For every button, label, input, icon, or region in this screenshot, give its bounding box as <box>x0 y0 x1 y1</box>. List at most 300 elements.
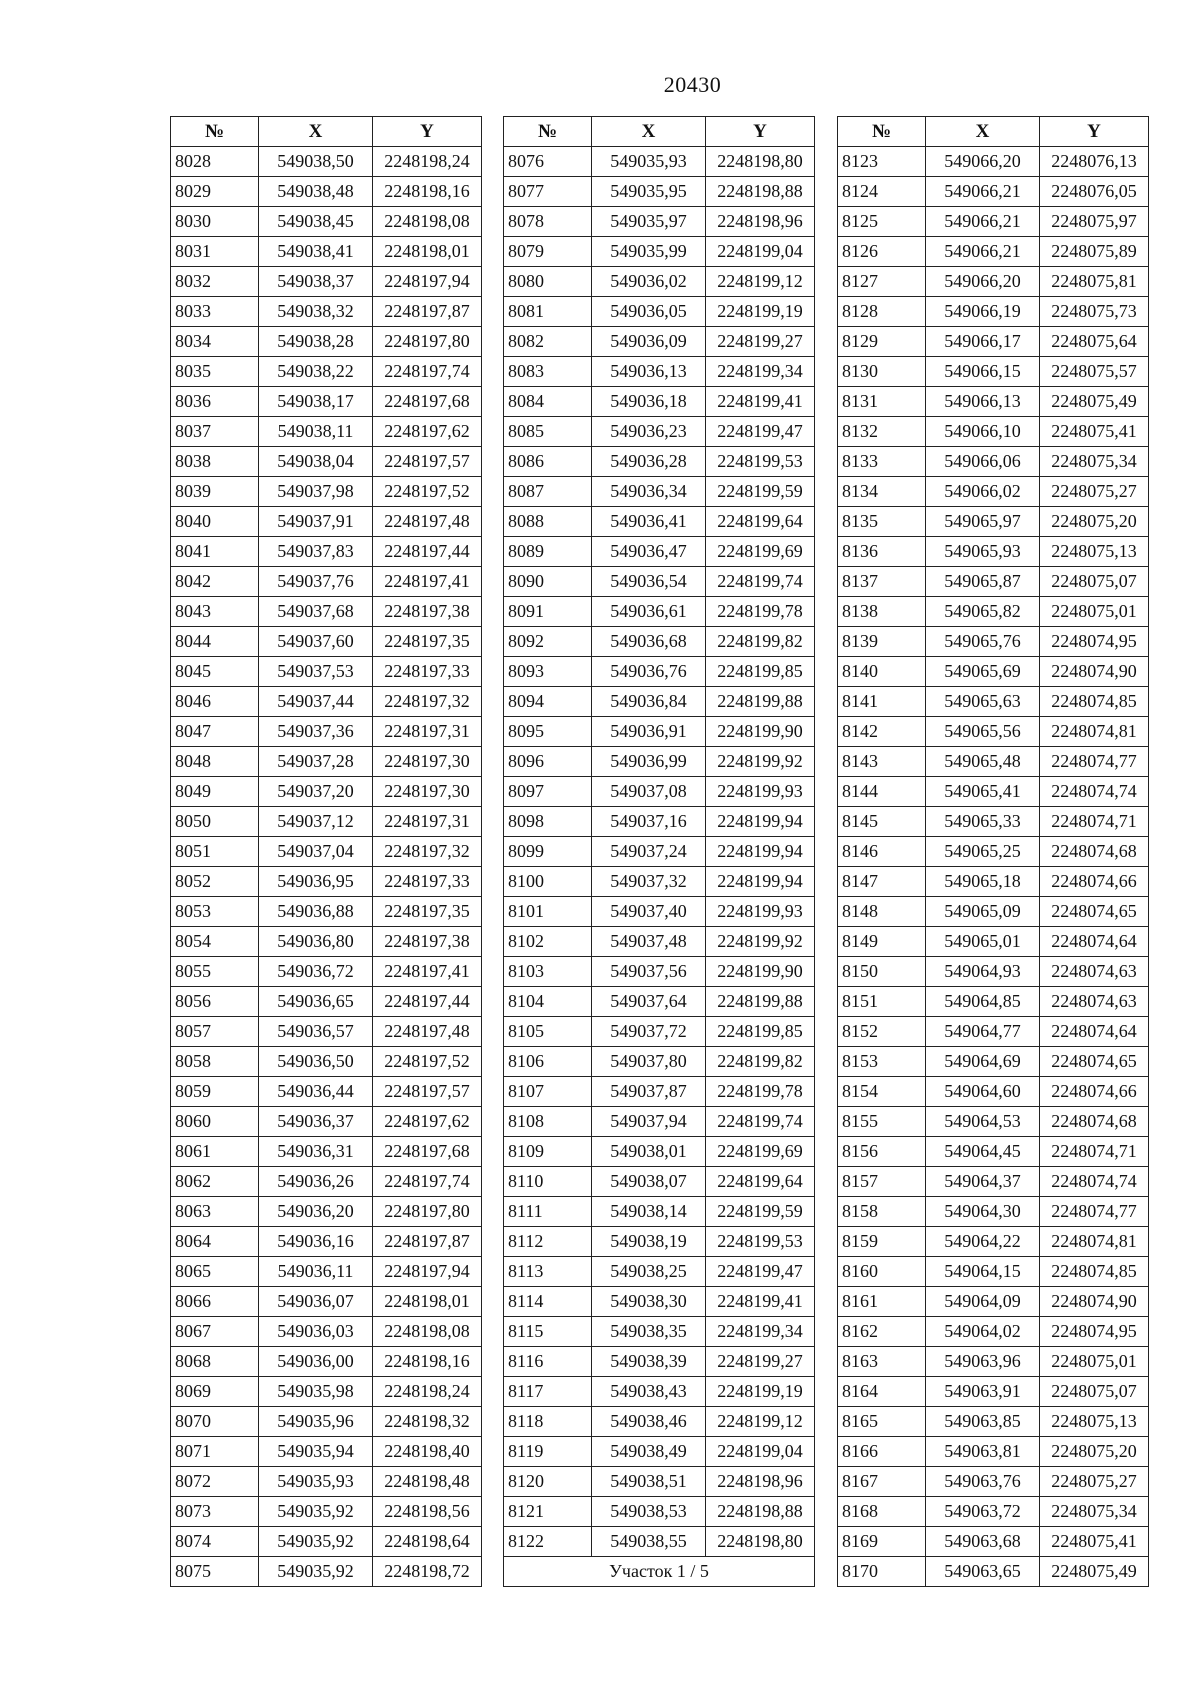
table-row <box>838 657 1149 687</box>
point-number-cell: 8052 <box>171 867 259 897</box>
table-row <box>504 777 815 807</box>
point-number-cell: 8092 <box>504 627 592 657</box>
y-coordinate-cell: 2248197,68 <box>373 1137 482 1167</box>
table-row <box>171 987 482 1017</box>
point-number-cell: 8110 <box>504 1167 592 1197</box>
table-row <box>504 297 815 327</box>
x-coordinate-cell: 549037,94 <box>592 1107 706 1137</box>
table-row <box>504 1167 815 1197</box>
y-coordinate-cell: 2248198,16 <box>373 177 482 207</box>
y-coordinate-cell: 2248199,59 <box>706 477 815 507</box>
table-row <box>171 147 482 177</box>
point-number-cell: 8040 <box>171 507 259 537</box>
point-number-cell: 8126 <box>838 237 926 267</box>
y-coordinate-cell: 2248074,85 <box>1040 687 1149 717</box>
table-row <box>838 1497 1149 1527</box>
x-coordinate-cell: 549038,28 <box>259 327 373 357</box>
y-coordinate-cell: 2248198,80 <box>706 147 815 177</box>
y-coordinate-cell: 2248074,77 <box>1040 1197 1149 1227</box>
point-number-cell: 8098 <box>504 807 592 837</box>
point-number-cell: 8085 <box>504 417 592 447</box>
point-number-cell: 8053 <box>171 897 259 927</box>
table-row <box>171 867 482 897</box>
y-coordinate-cell: 2248198,24 <box>373 1377 482 1407</box>
table-row <box>171 807 482 837</box>
y-coordinate-cell: 2248074,71 <box>1040 807 1149 837</box>
x-coordinate-cell: 549064,69 <box>926 1047 1040 1077</box>
x-coordinate-cell: 549063,96 <box>926 1347 1040 1377</box>
table-row <box>504 537 815 567</box>
table-row <box>838 507 1149 537</box>
table-row <box>838 627 1149 657</box>
point-number-cell: 8058 <box>171 1047 259 1077</box>
table-row <box>838 1437 1149 1467</box>
point-number-cell: 8047 <box>171 717 259 747</box>
y-coordinate-cell: 2248199,82 <box>706 627 815 657</box>
table-row <box>504 1347 815 1377</box>
x-coordinate-cell: 549038,32 <box>259 297 373 327</box>
point-number-cell: 8130 <box>838 357 926 387</box>
point-number-cell: 8031 <box>171 237 259 267</box>
x-coordinate-cell: 549064,15 <box>926 1257 1040 1287</box>
point-number-cell: 8035 <box>171 357 259 387</box>
header-number: № <box>838 117 926 147</box>
point-number-cell: 8164 <box>838 1377 926 1407</box>
x-coordinate-cell: 549066,17 <box>926 327 1040 357</box>
y-coordinate-cell: 2248197,32 <box>373 837 482 867</box>
table-row <box>504 1377 815 1407</box>
y-coordinate-cell: 2248199,94 <box>706 837 815 867</box>
x-coordinate-cell: 549066,20 <box>926 147 1040 177</box>
point-number-cell: 8108 <box>504 1107 592 1137</box>
y-coordinate-cell: 2248197,44 <box>373 537 482 567</box>
x-coordinate-cell: 549065,97 <box>926 507 1040 537</box>
y-coordinate-cell: 2248075,27 <box>1040 477 1149 507</box>
x-coordinate-cell: 549037,91 <box>259 507 373 537</box>
point-number-cell: 8170 <box>838 1557 926 1587</box>
point-number-cell: 8109 <box>504 1137 592 1167</box>
table-row <box>171 1167 482 1197</box>
y-coordinate-cell: 2248197,30 <box>373 777 482 807</box>
point-number-cell: 8055 <box>171 957 259 987</box>
y-coordinate-cell: 2248075,64 <box>1040 327 1149 357</box>
point-number-cell: 8116 <box>504 1347 592 1377</box>
y-coordinate-cell: 2248199,53 <box>706 447 815 477</box>
point-number-cell: 8156 <box>838 1137 926 1167</box>
x-coordinate-cell: 549066,02 <box>926 477 1040 507</box>
x-coordinate-cell: 549036,47 <box>592 537 706 567</box>
x-coordinate-cell: 549036,11 <box>259 1257 373 1287</box>
point-number-cell: 8107 <box>504 1077 592 1107</box>
table-row <box>171 387 482 417</box>
table-row <box>171 1467 482 1497</box>
point-number-cell: 8067 <box>171 1317 259 1347</box>
table-row <box>838 1227 1149 1257</box>
x-coordinate-cell: 549035,92 <box>259 1557 373 1587</box>
table-row <box>171 1287 482 1317</box>
table-row <box>504 1287 815 1317</box>
point-number-cell: 8087 <box>504 477 592 507</box>
x-coordinate-cell: 549038,46 <box>592 1407 706 1437</box>
point-number-cell: 8060 <box>171 1107 259 1137</box>
table-row <box>838 867 1149 897</box>
point-number-cell: 8050 <box>171 807 259 837</box>
header-number: № <box>171 117 259 147</box>
table-row <box>838 1257 1149 1287</box>
y-coordinate-cell: 2248199,12 <box>706 1407 815 1437</box>
table-row <box>838 207 1149 237</box>
x-coordinate-cell: 549036,84 <box>592 687 706 717</box>
y-coordinate-cell: 2248197,31 <box>373 717 482 747</box>
x-coordinate-cell: 549037,72 <box>592 1017 706 1047</box>
table-row <box>504 1437 815 1467</box>
table-row <box>504 147 815 177</box>
table-row <box>838 177 1149 207</box>
point-number-cell: 8143 <box>838 747 926 777</box>
x-coordinate-cell: 549037,83 <box>259 537 373 567</box>
y-coordinate-cell: 2248198,16 <box>373 1347 482 1377</box>
y-coordinate-cell: 2248074,77 <box>1040 747 1149 777</box>
table-row <box>504 417 815 447</box>
table-row <box>504 897 815 927</box>
table-row <box>171 687 482 717</box>
point-number-cell: 8057 <box>171 1017 259 1047</box>
table-row <box>171 1347 482 1377</box>
x-coordinate-cell: 549036,91 <box>592 717 706 747</box>
table-row <box>504 357 815 387</box>
y-coordinate-cell: 2248197,87 <box>373 297 482 327</box>
y-coordinate-cell: 2248075,73 <box>1040 297 1149 327</box>
table-row <box>171 417 482 447</box>
point-number-cell: 8063 <box>171 1197 259 1227</box>
point-number-cell: 8068 <box>171 1347 259 1377</box>
y-coordinate-cell: 2248198,40 <box>373 1437 482 1467</box>
table-row <box>504 837 815 867</box>
x-coordinate-cell: 549064,85 <box>926 987 1040 1017</box>
point-number-cell: 8131 <box>838 387 926 417</box>
table-row <box>171 927 482 957</box>
point-number-cell: 8059 <box>171 1077 259 1107</box>
x-coordinate-cell: 549037,24 <box>592 837 706 867</box>
table-row <box>838 1407 1149 1437</box>
x-coordinate-cell: 549037,08 <box>592 777 706 807</box>
point-number-cell: 8111 <box>504 1197 592 1227</box>
y-coordinate-cell: 2248199,04 <box>706 1437 815 1467</box>
table-row <box>504 807 815 837</box>
x-coordinate-cell: 549036,95 <box>259 867 373 897</box>
x-coordinate-cell: 549036,68 <box>592 627 706 657</box>
x-coordinate-cell: 549036,28 <box>592 447 706 477</box>
table-row <box>171 477 482 507</box>
point-number-cell: 8066 <box>171 1287 259 1317</box>
table-row <box>838 267 1149 297</box>
x-coordinate-cell: 549036,26 <box>259 1167 373 1197</box>
x-coordinate-cell: 549037,87 <box>592 1077 706 1107</box>
point-number-cell: 8045 <box>171 657 259 687</box>
y-coordinate-cell: 2248075,97 <box>1040 207 1149 237</box>
point-number-cell: 8153 <box>838 1047 926 1077</box>
x-coordinate-cell: 549066,19 <box>926 297 1040 327</box>
table-row <box>171 837 482 867</box>
x-coordinate-cell: 549036,80 <box>259 927 373 957</box>
point-number-cell: 8081 <box>504 297 592 327</box>
point-number-cell: 8038 <box>171 447 259 477</box>
x-coordinate-cell: 549036,18 <box>592 387 706 417</box>
x-coordinate-cell: 549066,21 <box>926 207 1040 237</box>
y-coordinate-cell: 2248198,96 <box>706 1467 815 1497</box>
table-row <box>171 1437 482 1467</box>
point-number-cell: 8076 <box>504 147 592 177</box>
point-number-cell: 8114 <box>504 1287 592 1317</box>
x-coordinate-cell: 549066,21 <box>926 237 1040 267</box>
table-row <box>838 1467 1149 1497</box>
y-coordinate-cell: 2248198,88 <box>706 1497 815 1527</box>
table-row <box>504 987 815 1017</box>
point-number-cell: 8044 <box>171 627 259 657</box>
x-coordinate-cell: 549038,07 <box>592 1167 706 1197</box>
table-row <box>838 1527 1149 1557</box>
y-coordinate-cell: 2248199,34 <box>706 357 815 387</box>
table-row <box>838 747 1149 777</box>
table-row <box>504 507 815 537</box>
table-row <box>504 927 815 957</box>
point-number-cell: 8033 <box>171 297 259 327</box>
x-coordinate-cell: 549065,56 <box>926 717 1040 747</box>
table-row <box>504 237 815 267</box>
table-row <box>171 207 482 237</box>
table-row <box>838 297 1149 327</box>
y-coordinate-cell: 2248076,05 <box>1040 177 1149 207</box>
table-row <box>504 1317 815 1347</box>
header-x: X <box>259 117 373 147</box>
point-number-cell: 8150 <box>838 957 926 987</box>
y-coordinate-cell: 2248197,33 <box>373 867 482 897</box>
x-coordinate-cell: 549038,51 <box>592 1467 706 1497</box>
x-coordinate-cell: 549036,23 <box>592 417 706 447</box>
table-row <box>171 177 482 207</box>
x-coordinate-cell: 549035,99 <box>592 237 706 267</box>
table-row <box>171 567 482 597</box>
x-coordinate-cell: 549036,72 <box>259 957 373 987</box>
y-coordinate-cell: 2248199,94 <box>706 867 815 897</box>
table-row <box>838 1047 1149 1077</box>
point-number-cell: 8127 <box>838 267 926 297</box>
table-row <box>171 1197 482 1227</box>
point-number-cell: 8100 <box>504 867 592 897</box>
y-coordinate-cell: 2248074,81 <box>1040 1227 1149 1257</box>
y-coordinate-cell: 2248075,49 <box>1040 387 1149 417</box>
y-coordinate-cell: 2248074,85 <box>1040 1257 1149 1287</box>
table-row <box>171 1227 482 1257</box>
x-coordinate-cell: 549066,20 <box>926 267 1040 297</box>
table-row <box>504 207 815 237</box>
x-coordinate-cell: 549038,22 <box>259 357 373 387</box>
table-row <box>171 1527 482 1557</box>
y-coordinate-cell: 2248199,19 <box>706 1377 815 1407</box>
x-coordinate-cell: 549035,97 <box>592 207 706 237</box>
point-number-cell: 8128 <box>838 297 926 327</box>
point-number-cell: 8030 <box>171 207 259 237</box>
x-coordinate-cell: 549037,76 <box>259 567 373 597</box>
y-coordinate-cell: 2248075,34 <box>1040 447 1149 477</box>
table-row <box>504 1227 815 1257</box>
x-coordinate-cell: 549064,22 <box>926 1227 1040 1257</box>
table-row <box>171 507 482 537</box>
x-coordinate-cell: 549066,15 <box>926 357 1040 387</box>
table-row <box>504 1137 815 1167</box>
table-row <box>171 1497 482 1527</box>
x-coordinate-cell: 549065,87 <box>926 567 1040 597</box>
y-coordinate-cell: 2248074,74 <box>1040 1167 1149 1197</box>
y-coordinate-cell: 2248074,90 <box>1040 1287 1149 1317</box>
table-row <box>504 267 815 297</box>
y-coordinate-cell: 2248197,32 <box>373 687 482 717</box>
x-coordinate-cell: 549037,68 <box>259 597 373 627</box>
x-coordinate-cell: 549035,94 <box>259 1437 373 1467</box>
y-coordinate-cell: 2248075,57 <box>1040 357 1149 387</box>
table-row <box>504 717 815 747</box>
table-row <box>171 1557 482 1587</box>
table-row <box>171 627 482 657</box>
x-coordinate-cell: 549037,40 <box>592 897 706 927</box>
x-coordinate-cell: 549065,69 <box>926 657 1040 687</box>
x-coordinate-cell: 549037,53 <box>259 657 373 687</box>
y-coordinate-cell: 2248197,62 <box>373 417 482 447</box>
table-row <box>171 537 482 567</box>
table-row <box>171 447 482 477</box>
y-coordinate-cell: 2248199,88 <box>706 987 815 1017</box>
point-number-cell: 8112 <box>504 1227 592 1257</box>
x-coordinate-cell: 549066,06 <box>926 447 1040 477</box>
point-number-cell: 8139 <box>838 627 926 657</box>
x-coordinate-cell: 549036,20 <box>259 1197 373 1227</box>
table-row <box>838 1107 1149 1137</box>
header-y: Y <box>1040 117 1149 147</box>
y-coordinate-cell: 2248074,63 <box>1040 957 1149 987</box>
header-y: Y <box>373 117 482 147</box>
x-coordinate-cell: 549063,85 <box>926 1407 1040 1437</box>
point-number-cell: 8132 <box>838 417 926 447</box>
point-number-cell: 8158 <box>838 1197 926 1227</box>
y-coordinate-cell: 2248199,04 <box>706 237 815 267</box>
point-number-cell: 8090 <box>504 567 592 597</box>
x-coordinate-cell: 549064,37 <box>926 1167 1040 1197</box>
section-footer: Участок 1 / 5 <box>504 1557 815 1587</box>
point-number-cell: 8151 <box>838 987 926 1017</box>
x-coordinate-cell: 549038,35 <box>592 1317 706 1347</box>
point-number-cell: 8032 <box>171 267 259 297</box>
y-coordinate-cell: 2248199,93 <box>706 897 815 927</box>
table-row <box>838 837 1149 867</box>
point-number-cell: 8097 <box>504 777 592 807</box>
x-coordinate-cell: 549035,95 <box>592 177 706 207</box>
x-coordinate-cell: 549038,49 <box>592 1437 706 1467</box>
y-coordinate-cell: 2248199,90 <box>706 957 815 987</box>
y-coordinate-cell: 2248198,96 <box>706 207 815 237</box>
y-coordinate-cell: 2248075,07 <box>1040 567 1149 597</box>
y-coordinate-cell: 2248199,41 <box>706 1287 815 1317</box>
point-number-cell: 8086 <box>504 447 592 477</box>
point-number-cell: 8084 <box>504 387 592 417</box>
table-row <box>504 477 815 507</box>
y-coordinate-cell: 2248197,48 <box>373 507 482 537</box>
table-row <box>838 237 1149 267</box>
y-coordinate-cell: 2248199,69 <box>706 1137 815 1167</box>
x-coordinate-cell: 549035,98 <box>259 1377 373 1407</box>
y-coordinate-cell: 2248199,59 <box>706 1197 815 1227</box>
y-coordinate-cell: 2248075,41 <box>1040 417 1149 447</box>
point-number-cell: 8157 <box>838 1167 926 1197</box>
point-number-cell: 8028 <box>171 147 259 177</box>
x-coordinate-cell: 549038,48 <box>259 177 373 207</box>
y-coordinate-cell: 2248199,78 <box>706 1077 815 1107</box>
point-number-cell: 8099 <box>504 837 592 867</box>
y-coordinate-cell: 2248199,90 <box>706 717 815 747</box>
point-number-cell: 8137 <box>838 567 926 597</box>
x-coordinate-cell: 549036,76 <box>592 657 706 687</box>
x-coordinate-cell: 549037,64 <box>592 987 706 1017</box>
point-number-cell: 8119 <box>504 1437 592 1467</box>
x-coordinate-cell: 549065,09 <box>926 897 1040 927</box>
table-row <box>171 1257 482 1287</box>
header-y: Y <box>706 117 815 147</box>
x-coordinate-cell: 549065,01 <box>926 927 1040 957</box>
table-row <box>504 1017 815 1047</box>
point-number-cell: 8072 <box>171 1467 259 1497</box>
point-number-cell: 8051 <box>171 837 259 867</box>
y-coordinate-cell: 2248074,66 <box>1040 867 1149 897</box>
y-coordinate-cell: 2248075,01 <box>1040 597 1149 627</box>
header-x: X <box>592 117 706 147</box>
table-row <box>171 1407 482 1437</box>
point-number-cell: 8029 <box>171 177 259 207</box>
table-row <box>171 357 482 387</box>
table-row <box>171 747 482 777</box>
x-coordinate-cell: 549036,65 <box>259 987 373 1017</box>
table-row <box>838 957 1149 987</box>
x-coordinate-cell: 549038,30 <box>592 1287 706 1317</box>
point-number-cell: 8104 <box>504 987 592 1017</box>
x-coordinate-cell: 549038,11 <box>259 417 373 447</box>
x-coordinate-cell: 549065,63 <box>926 687 1040 717</box>
point-number-cell: 8161 <box>838 1287 926 1317</box>
x-coordinate-cell: 549037,36 <box>259 717 373 747</box>
table-row <box>838 717 1149 747</box>
x-coordinate-cell: 549037,56 <box>592 957 706 987</box>
point-number-cell: 8082 <box>504 327 592 357</box>
y-coordinate-cell: 2248198,08 <box>373 207 482 237</box>
table-row <box>838 687 1149 717</box>
table-row <box>504 447 815 477</box>
point-number-cell: 8118 <box>504 1407 592 1437</box>
table-row <box>504 747 815 777</box>
table-row <box>838 537 1149 567</box>
y-coordinate-cell: 2248199,74 <box>706 567 815 597</box>
x-coordinate-cell: 549038,37 <box>259 267 373 297</box>
x-coordinate-cell: 549063,65 <box>926 1557 1040 1587</box>
y-coordinate-cell: 2248197,35 <box>373 897 482 927</box>
y-coordinate-cell: 2248198,64 <box>373 1527 482 1557</box>
x-coordinate-cell: 549065,76 <box>926 627 1040 657</box>
point-number-cell: 8083 <box>504 357 592 387</box>
table-row <box>504 597 815 627</box>
point-number-cell: 8168 <box>838 1497 926 1527</box>
y-coordinate-cell: 2248199,94 <box>706 807 815 837</box>
point-number-cell: 8105 <box>504 1017 592 1047</box>
x-coordinate-cell: 549035,93 <box>592 147 706 177</box>
point-number-cell: 8056 <box>171 987 259 1017</box>
table-row <box>838 1167 1149 1197</box>
